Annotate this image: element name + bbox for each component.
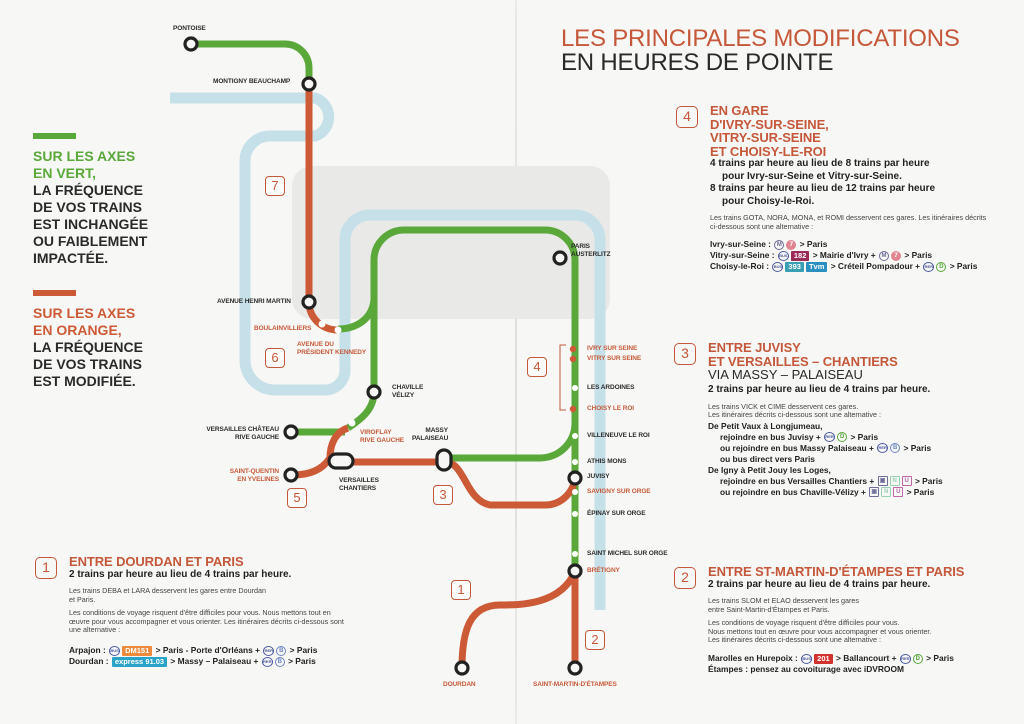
metro-icon: M	[774, 240, 784, 250]
metro-line-7-icon: 7	[891, 251, 901, 261]
train-icon: ▣	[878, 476, 888, 486]
rer-icon: RER	[824, 432, 835, 442]
section-3-itineraries: De Petit Vaux à Longjumeau, rejoindre en bus Juvisy + RER D > Paris ou rejoindre en bus Massy Palaiseau + RER B > Paris ou bus direct vers Paris De Igny à Petit Jouy les Loges, rejoindre en bus Versailles Chantiers + ▣ N U > Paris ou rejoindre en bus Chaville-Vélizy + ▣ N U > Paris	[708, 420, 943, 497]
tvm-tag: Tvm	[806, 262, 827, 272]
station-versailles-chantiers: VERSAILLES CHANTIERS	[339, 477, 379, 492]
station-austerlitz: PARIS AUSTERLITZ	[571, 243, 611, 258]
bus-icon: BUS	[801, 654, 812, 664]
zone-1-marker: 1	[451, 580, 471, 600]
zone-7-marker: 7	[265, 176, 285, 196]
bus-dm151-tag: DM151	[122, 646, 152, 656]
station-choisy: CHOISY LE ROI	[587, 405, 634, 412]
train-icon: ▣	[869, 487, 879, 497]
bus-icon: BUS	[778, 251, 789, 261]
express-9103-tag: express 91.03	[112, 657, 167, 667]
station-boulainvilliers: BOULAINVILLIERS	[254, 325, 312, 332]
metro-line-7-icon: 7	[786, 240, 796, 250]
line-u-icon: U	[893, 487, 903, 497]
rer-icon: RER	[263, 646, 274, 656]
station-viroflay: VIROFLAY RIVE GAUCHE	[360, 429, 405, 444]
page-title: LES PRINCIPALES MODIFICATIONS EN HEURES DE POINTE	[561, 25, 960, 76]
section-4: 4 EN GARE D'IVRY-SUR-SEINE, VITRY-SUR-SEINE ET CHOISY-LE-ROI 4 trains par heure au lieu de 8 trains par heure pour Ivry-sur-Seine et Vitry-sur-Seine. 8 trains par heure au lieu de 12 trains par heure pour Choisy-le-Roi. Les trains GOTA, NORA, MONA, et ROMI desservent ces gares. Les itinéraires décrits ci-dessous sont une alternative : Ivry-sur-Seine : M 7 > Paris Vitry-sur-Seine : BUS 182 > Mairie d'Ivry + M 7 > Paris Choisy-le-Roi : BUS 393 Tvm > Créteil Pompadour + RER D > Paris	[676, 104, 1021, 272]
line-u-icon: U	[902, 476, 912, 486]
rer-icon: RER	[262, 657, 273, 667]
rer-icon: RER	[900, 654, 911, 664]
section-2-heading: ENTRE ST-MARTIN-D'ÉTAMPES ET PARIS	[708, 564, 965, 579]
station-pontoise: PONTOISE	[173, 25, 206, 32]
rer-icon: RER	[923, 262, 934, 272]
station-savigny: SAVIGNY SUR ORGE	[587, 488, 651, 495]
station-montigny: MONTIGNY BEAUCHAMP	[213, 78, 291, 85]
rer-d-icon: D	[837, 432, 847, 442]
legend-green: SUR LES AXES EN VERT, LA FRÉQUENCE DE VOS TRAINS EST INCHANGÉE OU FAIBLEMENT IMPACTÉE.	[33, 133, 163, 267]
metro-icon: M	[879, 251, 889, 261]
rer-d-icon: D	[936, 262, 946, 272]
line-n-icon: N	[881, 487, 891, 497]
bus-393-tag: 393	[785, 262, 804, 272]
station-vitry: VITRY SUR SEINE	[587, 355, 642, 362]
rer-b-icon: B	[275, 657, 285, 667]
station-dourdan: DOURDAN	[443, 681, 476, 688]
zone-3-marker: 3	[433, 485, 453, 505]
station-bretigny: BRÉTIGNY	[587, 567, 620, 574]
zone-5-marker: 5	[287, 488, 307, 508]
section-4-frequency: 4 trains par heure au lieu de 8 trains par heure pour Ivry-sur-Seine et Vitry-sur-Seine. 8 trains par heure au lieu de 12 trains par heure pour Choisy-le-Roi.	[710, 158, 936, 207]
section-1: 1 ENTRE DOURDAN ET PARIS 2 trains par heure au lieu de 4 trains par heure. Les trains DEBA et LARA desservent les gares entre Dourdan et Paris. Les conditions de voyage risquent d'être difficiles pour vous. Nous mettons tout en œuvre pour vous accompagner et vous orienter. Les itinéraires décrits ci-dessous sont une alternative : Arpajon : BUS DM151 > Paris - Porte d'Orléans + RER B > Paris Dourdan : express 91.03 > Massy – Palaiseau + RER B > Paris	[35, 555, 435, 667]
station-massy: MASSY PALAISEAU	[412, 427, 449, 442]
rer-b-icon: B	[276, 646, 286, 656]
section-3: 3 ENTRE JUVISY ET VERSAILLES – CHANTIERS VIA MASSY – PALAISEAU 2 trains par heure au lieu de 4 trains par heure. Les trains VICK et CIME desservent ces gares. Les itinéraires décrits ci-dessous sont une alternative : De Petit Vaux à Longjumeau, rejoindre en bus Juvisy + RER D > Paris ou rejoindre en bus Massy Palaiseau + RER B > Paris ou bus direct vers Paris De Igny à Petit Jouy les Loges, rejoindre en bus Versailles Chantiers + ▣ N U > Paris ou rejoindre en bus Chaville-Vélizy + ▣ N U > Paris	[674, 341, 1024, 498]
zone4-bracket	[560, 345, 566, 410]
rer-icon: RER	[877, 443, 888, 453]
station-ivry: IVRY SUR SEINE	[587, 345, 638, 352]
station-kennedy: AVENUE DU PRÉSIDENT KENNEDY	[297, 341, 367, 356]
station-henri-martin: AVENUE HENRI MARTIN	[217, 298, 291, 305]
green-swatch	[33, 133, 76, 139]
section-2: 2 ENTRE ST-MARTIN-D'ÉTAMPES ET PARIS 2 trains par heure au lieu de 4 trains par heure. Les trains SLOM et ELAO desservent les gares entre Saint-Martin-d'Étampes et Paris. Les conditions de voyage risquent d'être difficiles pour vous. Nous mettons tout en œuvre pour vous accompagner et vous orienter. Les itinéraires décrits ci-dessous sont une alternative : Marolles en Hurepoix : BUS 201 > Ballancourt + RER D > Paris Étampes : pensez au covoiturage avec iDVROOM	[674, 565, 1024, 675]
station-juvisy: JUVISY	[587, 473, 610, 480]
bus-201-tag: 201	[814, 654, 833, 664]
zone-2-marker: 2	[585, 630, 605, 650]
legend-orange: SUR LES AXES EN ORANGE, LA FRÉQUENCE DE VOS TRAINS EST MODIFIÉE.	[33, 290, 163, 390]
section-4-heading: EN GARE D'IVRY-SUR-SEINE, VITRY-SUR-SEINE ET CHOISY-LE-ROI	[710, 103, 829, 159]
station-villeneuve: VILLENEUVE LE ROI	[587, 432, 650, 439]
section-2-itineraries: Marolles en Hurepoix : BUS 201 > Ballancourt + RER D > Paris Étampes : pensez au covoiturage avec iDVROOM	[708, 652, 954, 674]
bus-182-tag: 182	[791, 251, 810, 261]
station-ardoines: LES ARDOINES	[587, 384, 635, 391]
station-versailles-chateau: VERSAILLES CHÂTEAU RIVE GAUCHE	[206, 426, 279, 441]
station-epinay: ÉPINAY SUR ORGE	[587, 510, 646, 517]
line-n-icon: N	[890, 476, 900, 486]
station-saint-quentin: SAINT-QUENTIN EN YVELINES	[229, 468, 279, 483]
section-4-itineraries: Ivry-sur-Seine : M 7 > Paris Vitry-sur-Seine : BUS 182 > Mairie d'Ivry + M 7 > Paris Choisy-le-Roi : BUS 393 Tvm > Créteil Pompadour + RER D > Paris	[710, 239, 978, 272]
zone-6-marker: 6	[265, 348, 285, 368]
station-chaville: CHAVILLE VÉLIZY	[392, 384, 424, 399]
bus-icon: BUS	[772, 262, 783, 272]
rer-b-icon: B	[890, 443, 900, 453]
station-saint-michel: SAINT MICHEL SUR ORGE	[587, 550, 668, 557]
section-1-itineraries: Arpajon : BUS DM151 > Paris - Porte d'Orléans + RER B > Paris Dourdan : express 91.03 > Massy – Palaiseau + RER B > Paris	[69, 644, 318, 666]
rer-d-icon: D	[913, 654, 923, 664]
section-1-heading: ENTRE DOURDAN ET PARIS	[69, 554, 244, 569]
zone-4-marker: 4	[527, 357, 547, 377]
station-athis: ATHIS MONS	[587, 458, 627, 465]
orange-swatch	[33, 290, 76, 296]
section-3-heading: ENTRE JUVISY ET VERSAILLES – CHANTIERS	[708, 340, 898, 369]
station-st-martin: SAINT-MARTIN-D'ÉTAMPES	[533, 681, 617, 688]
bus-icon: BUS	[109, 646, 120, 656]
